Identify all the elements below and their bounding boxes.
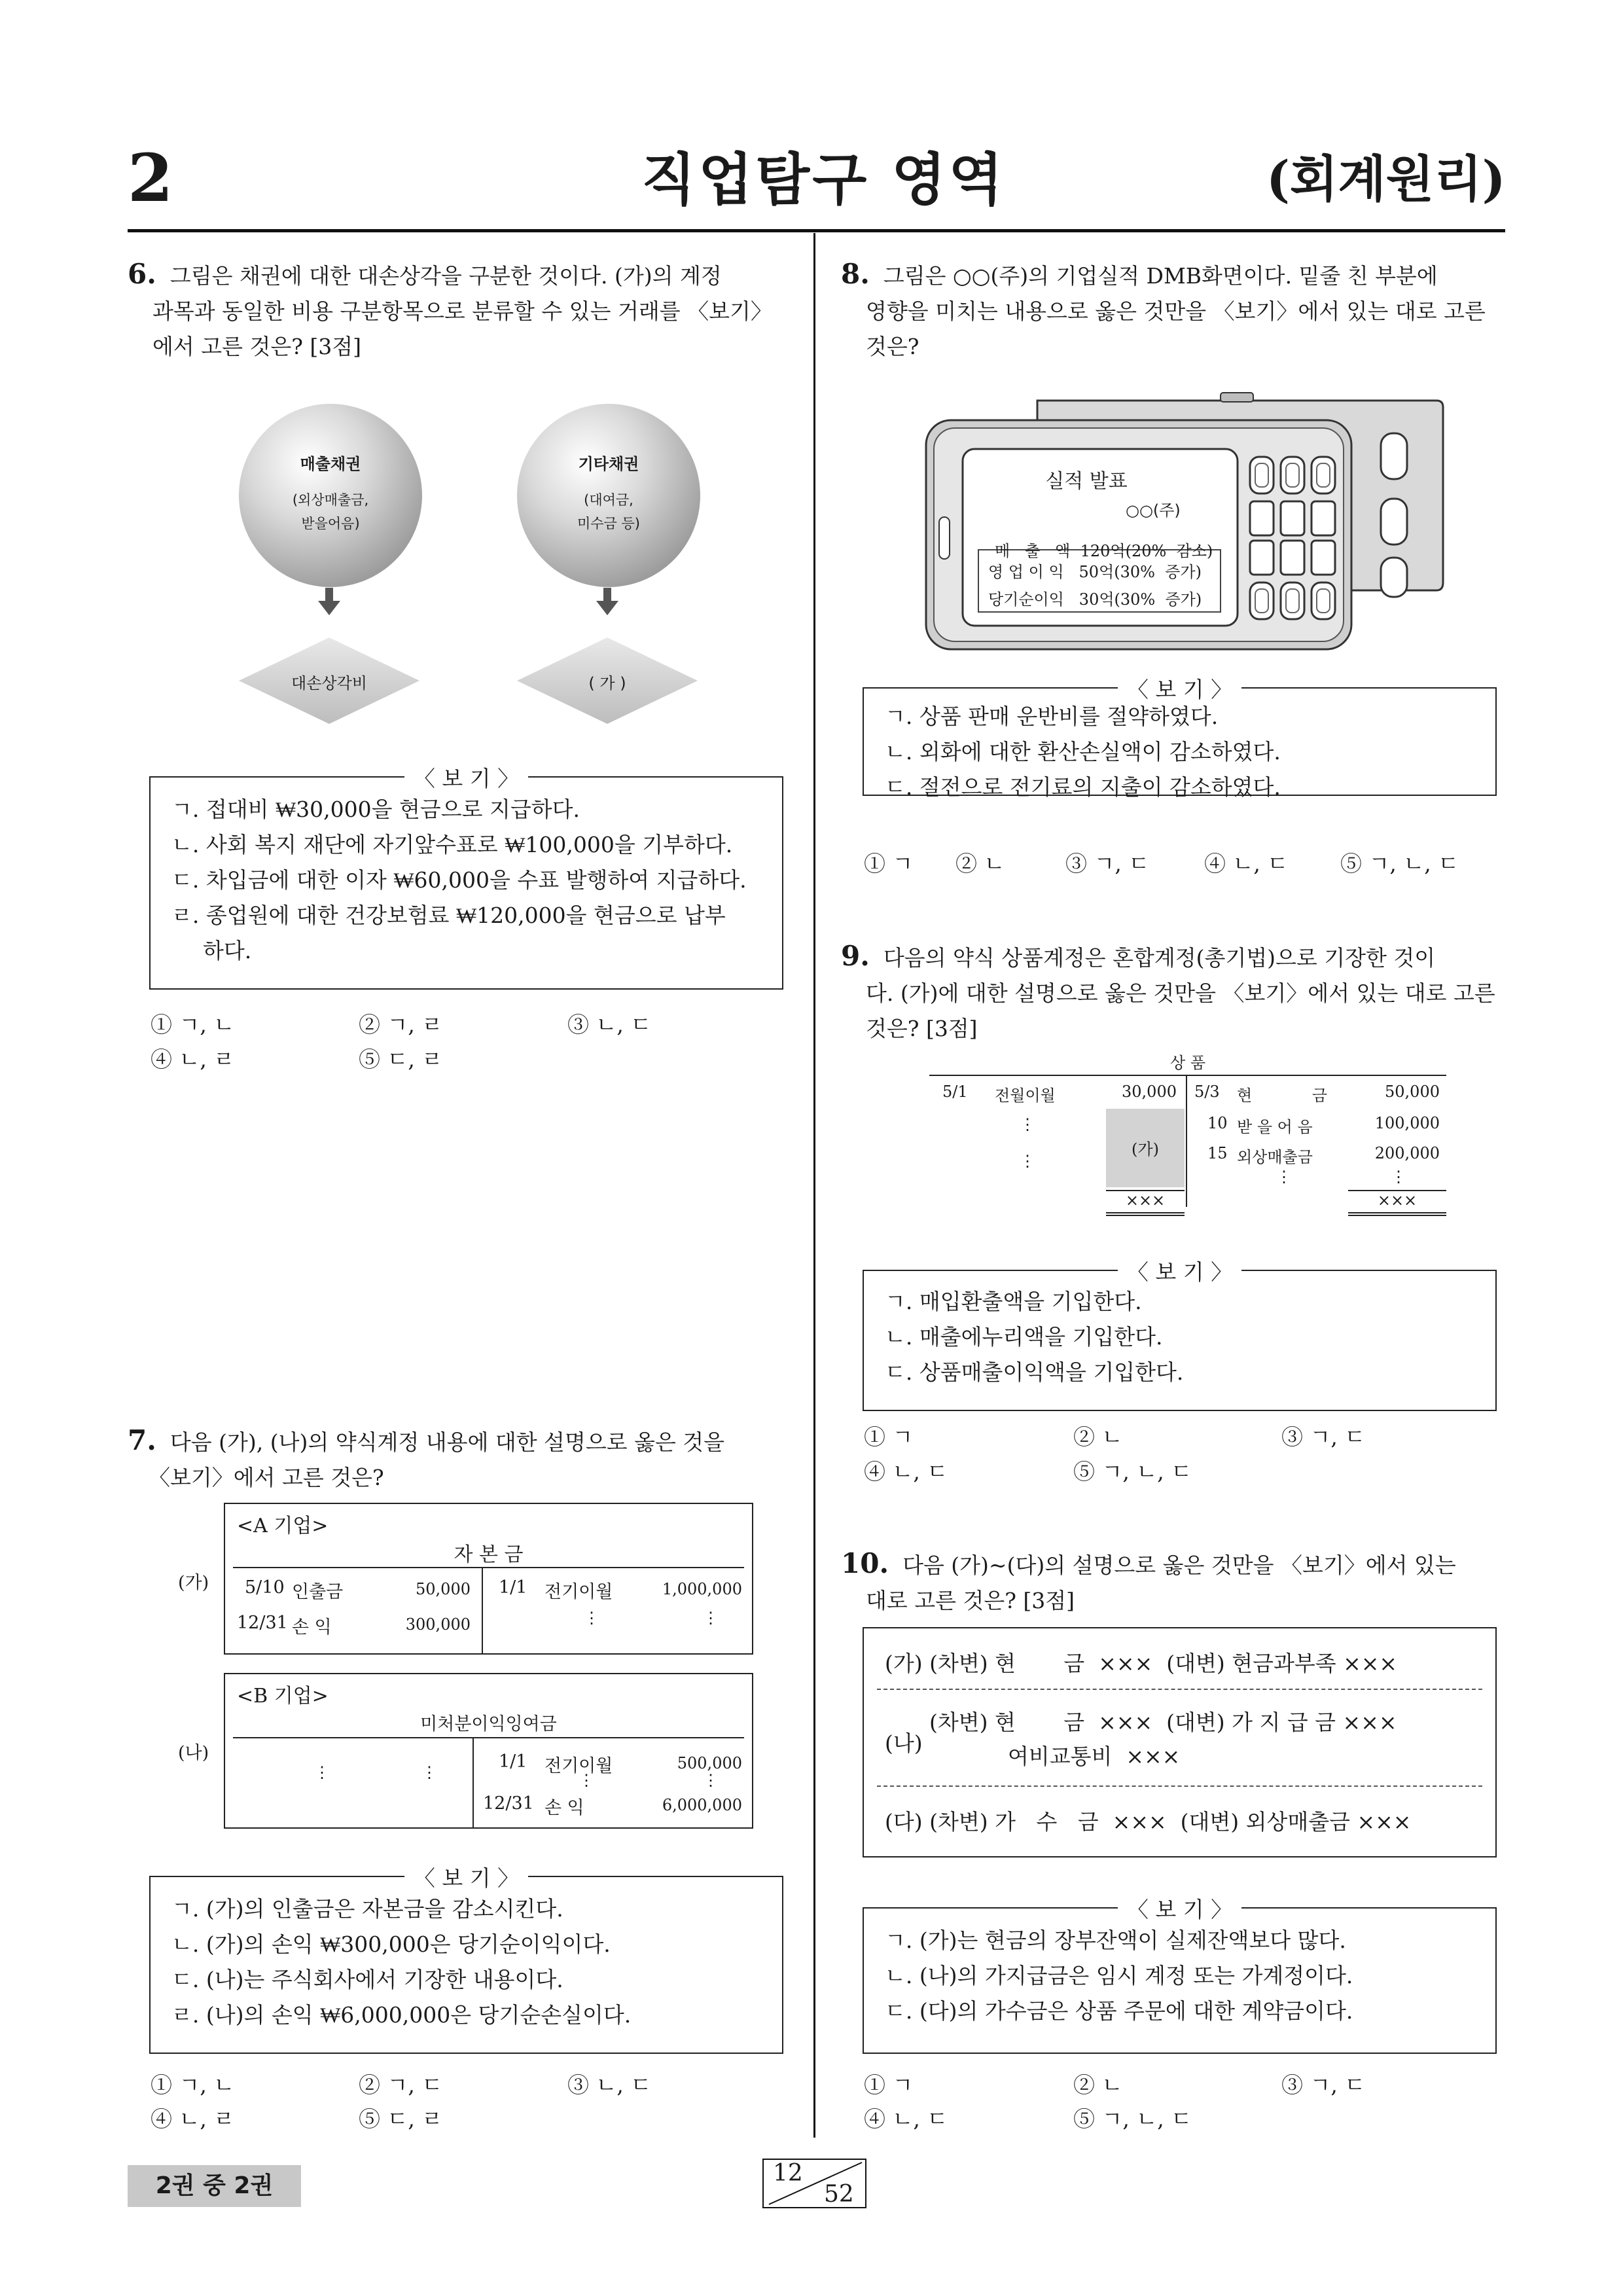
entry-date: 5/3 [1194, 1083, 1220, 1101]
down-arrow-icon [596, 588, 618, 615]
question-6-stem [128, 257, 789, 365]
down-arrow-icon [318, 588, 340, 615]
bogi-box-8 [863, 677, 1497, 800]
entry-date: 5/10 [245, 1577, 285, 1598]
bogi-item: ㄴ. 매출에누리액을 기입한다. [885, 1324, 1163, 1350]
t-account-top-rule [233, 1567, 744, 1568]
stem-line: 대로 고른 것은? [3점] [866, 1588, 1075, 1613]
dashed-divider [877, 1785, 1482, 1787]
choice-2[interactable]: ② ㄱ, ㄷ [359, 2072, 443, 2098]
sphere-title: 기타채권 [578, 455, 639, 473]
entry-date: 15 [1207, 1144, 1228, 1162]
choice-5[interactable]: ⑤ ㄱ, ㄴ, ㄷ [1073, 1459, 1192, 1484]
entry-item: 받 을 어 음 [1237, 1118, 1313, 1136]
choice-5[interactable]: ⑤ ㄱ, ㄴ, ㄷ [1340, 851, 1459, 876]
choice-3[interactable]: ③ ㄱ, ㄷ [1065, 851, 1150, 876]
entry-date: 12/31 [483, 1793, 534, 1814]
bogi-item: ㄱ. 상품 판매 운반비를 절약하였다. [885, 704, 1219, 729]
choice-3[interactable]: ③ ㄴ, ㄷ [567, 2072, 652, 2098]
journal-label-na: (나) [885, 1731, 923, 1756]
choice-1[interactable]: ① ㄱ, ㄴ [151, 1012, 235, 1037]
bogi-box-10 [863, 1897, 1497, 2054]
bogi-title: 〈 보 기 〉 [404, 766, 528, 791]
ellipsis: ⋮ [314, 1763, 330, 1782]
question-8-stem [841, 257, 1508, 365]
sphere-title: 매출채권 [300, 455, 361, 473]
entry-date: 5/1 [942, 1083, 968, 1101]
stem-line: 〈보기〉에서 고른 것은? [149, 1465, 384, 1490]
question-number: 10. [841, 1547, 889, 1579]
choice-2[interactable]: ② ㄴ [1073, 1424, 1123, 1450]
entry-amount: 100,000 [1374, 1114, 1440, 1132]
entry-date: 1/1 [499, 1577, 527, 1598]
journal-entry-ga: (가) (차변) 현 금 ××× (대변) 현금과부족 ××× [885, 1651, 1398, 1676]
stem-line: 다. (가)에 대한 설명으로 옳은 것만을 〈보기〉에서 있는 대로 고른 [866, 980, 1495, 1006]
bogi-item: ㄱ. (가)는 현금의 장부잔액이 실제잔액보다 많다. [885, 1928, 1346, 1953]
bogi-item: ㄴ. (나)의 가지급금은 임시 계정 또는 가계정이다. [885, 1963, 1353, 1988]
header-rule [128, 229, 1505, 232]
ledger-a-label: (가) [178, 1573, 209, 1593]
screen-company: ○○(주) [1126, 501, 1181, 520]
ellipsis: ⋮ [579, 1771, 594, 1789]
question-number: 7. [128, 1424, 156, 1456]
entry-amount: 200,000 [1374, 1144, 1440, 1162]
stem-line: 그림은 ○○(주)의 기업실적 DMB화면이다. 밑줄 친 부분에 [883, 263, 1438, 289]
entry-amount: 1,000,000 [662, 1580, 742, 1598]
total-double-rule [1106, 1215, 1185, 1216]
t-account-top-rule [233, 1737, 744, 1738]
entry-item: 외상매출금 [1237, 1148, 1313, 1166]
sphere-sub: 미수금 등) [577, 516, 640, 531]
question-number: 9. [841, 940, 870, 972]
stem-line: 다음 (가)~(다)의 설명으로 옳은 것만을 〈보기〉에서 있는 [902, 1552, 1456, 1578]
journal-entry-da: (다) (차변) 가 수 금 ××× (대변) 외상매출금 ××× [885, 1809, 1412, 1835]
screen-row-operating-income: 영 업 이 익 50억(30% 증가) [988, 563, 1202, 581]
ledger-b [224, 1673, 753, 1829]
stem-line: 영향을 미치는 내용으로 옳은 것만을 〈보기〉에서 있는 대로 고른 [866, 298, 1486, 324]
bogi-item: ㄴ. 사회 복지 재단에 자기앞수표로 ₩100,000을 기부하다. [171, 832, 733, 857]
diamond-label-bad-debt: 대손상각비 [291, 674, 367, 692]
ellipsis: ⋮ [421, 1763, 437, 1782]
stem-line: 에서 고른 것은? [3점] [152, 334, 362, 359]
entry-amount: 300,000 [405, 1615, 471, 1634]
choice-4[interactable]: ④ ㄴ, ㄹ [151, 1047, 235, 1072]
entry-item: 손 익 [292, 1617, 332, 1638]
total-double-rule [1348, 1212, 1446, 1213]
choice-5[interactable]: ⑤ ㄷ, ㄹ [359, 2106, 443, 2132]
bogi-item: ㄱ. 접대비 ₩30,000을 현금으로 지급하다. [171, 797, 580, 822]
choice-2[interactable]: ② ㄴ [1073, 2072, 1123, 2098]
screen-row-sales: 매 출 액 120억(20% 감소) [995, 542, 1213, 560]
ellipsis: ⋮ [584, 1609, 599, 1627]
bogi-item: ㄴ. (가)의 손익 ₩300,000은 당기순이익이다. [171, 1931, 611, 1957]
merchandise-ledger [929, 1047, 1446, 1224]
entry-amount: 50,000 [1385, 1083, 1440, 1101]
choice-3[interactable]: ③ ㄴ, ㄷ [567, 1012, 652, 1037]
bogi-item: ㄹ. (나)의 손익 ₩6,000,000은 당기순손실이다. [171, 2002, 632, 2028]
page-indicator [762, 2159, 866, 2208]
question-7-stem [128, 1423, 789, 1496]
choice-5[interactable]: ⑤ ㄷ, ㄹ [359, 1047, 443, 1072]
volume-label: 2권 중 2권 [128, 2165, 301, 2207]
choice-1[interactable]: ① ㄱ [864, 2072, 914, 2098]
choice-4[interactable]: ④ ㄴ, ㄷ [864, 1459, 948, 1484]
question-number: 8. [841, 258, 870, 290]
page-number: 2 [128, 139, 173, 217]
entry-date: 10 [1207, 1114, 1228, 1132]
sphere-trade-receivables [239, 404, 422, 587]
bogi-box-9 [863, 1259, 1497, 1411]
entry-item: 전월이월 [995, 1086, 1056, 1105]
bogi-item: ㄷ. (나)는 주식회사에서 기장한 내용이다. [171, 1967, 563, 1992]
dmb-device-illustration [919, 386, 1450, 661]
entry-amount: 30,000 [1122, 1083, 1177, 1101]
choice-1[interactable]: ① ㄱ [864, 851, 914, 876]
stem-line: 다음의 약식 상품계정은 혼합계정(총기법)으로 기장한 것이 [883, 945, 1436, 971]
entry-date: 12/31 [237, 1613, 288, 1633]
t-account-divider [482, 1568, 483, 1653]
company-label: <B 기업> [237, 1685, 329, 1708]
bogi-item: ㄷ. (다)의 가수금은 상품 주문에 대한 계약금이다. [885, 1998, 1353, 2024]
account-title: 미처분이익잉여금 [420, 1714, 557, 1734]
bogi-item: ㄱ. (가)의 인출금은 자본금을 감소시킨다. [171, 1896, 563, 1922]
entry-item: 현 금 [1237, 1086, 1327, 1105]
question-number: 6. [128, 258, 156, 290]
ledger-b-label: (나) [178, 1743, 209, 1763]
total-double-rule [1348, 1215, 1446, 1216]
choice-4[interactable]: ④ ㄴ, ㄷ [864, 2106, 948, 2132]
choice-5[interactable]: ⑤ ㄱ, ㄴ, ㄷ [1073, 2106, 1192, 2132]
current-page: 12 [773, 2160, 803, 2187]
choice-4[interactable]: ④ ㄴ, ㄷ [1204, 851, 1289, 876]
stem-line: 것은? [866, 334, 919, 359]
ellipsis: ⋮ [1020, 1115, 1035, 1134]
ellipsis: ⋮ [1391, 1168, 1406, 1186]
bogi-item: ㄱ. 매입환출액을 기입한다. [885, 1289, 1142, 1314]
t-account-divider [1186, 1076, 1187, 1207]
ga-blank-cell [1106, 1109, 1185, 1187]
stem-line: 그림은 채권에 대한 대손상각을 구분한 것이다. (가)의 계정 [169, 263, 722, 289]
journal-entry-na-line2: 여비교통비 ××× [1008, 1744, 1181, 1769]
total-amount: ××× [1125, 1191, 1166, 1210]
screen-row-net-income: 당기순이익 30억(30% 증가) [988, 590, 1202, 609]
stem-line: 것은? [3점] [866, 1016, 978, 1041]
bogi-item: ㄷ. 차입금에 대한 이자 ₩60,000을 수표 발행하여 지급하다. [171, 867, 747, 893]
bogi-item: ㄷ. 상품매출이익액을 기입한다. [885, 1359, 1184, 1385]
ellipsis: ⋮ [1276, 1168, 1292, 1186]
sphere-other-receivables [517, 404, 700, 587]
subject-title: (회계원리) [1266, 150, 1506, 208]
choice-3[interactable]: ③ ㄱ, ㄷ [1281, 1424, 1366, 1450]
question-9-stem [841, 939, 1508, 1047]
journal-entry-na-line1: (차변) 현 금 ××× (대변) 가 지 급 금 ××× [929, 1710, 1397, 1735]
account-title: 자 본 금 [454, 1543, 524, 1566]
choice-1[interactable]: ① ㄱ, ㄴ [151, 2072, 235, 2098]
diagram-arrows-diamonds [229, 583, 700, 753]
journal-box [863, 1627, 1497, 1857]
stem-line: 과목과 동일한 비용 구분항목으로 분류할 수 있는 거래를 〈보기〉 [152, 298, 772, 324]
bogi-box-7 [149, 1865, 783, 2054]
entry-item: 인출금 [292, 1582, 344, 1602]
entry-item: 전기이월 [544, 1756, 613, 1776]
entry-amount: 6,000,000 [662, 1796, 742, 1814]
sphere-sub: (외상매출금, [292, 492, 369, 508]
company-label: <A 기업> [237, 1515, 329, 1537]
entry-item: 전기이월 [544, 1582, 613, 1602]
question-10-stem [841, 1546, 1508, 1619]
screen-title: 실적 발표 [1045, 470, 1128, 493]
choice-1[interactable]: ① ㄱ [864, 1424, 914, 1450]
total-amount: ××× [1377, 1191, 1418, 1210]
entry-amount: 500,000 [677, 1754, 742, 1772]
bogi-item: ㄹ. 종업원에 대한 건강보험료 ₩120,000을 현금으로 납부 [171, 903, 726, 928]
ga-label: (가) [1132, 1140, 1159, 1158]
entry-amount: 50,000 [416, 1580, 471, 1598]
choice-2[interactable]: ② ㄴ [955, 851, 1005, 876]
bogi-box-6 [149, 766, 783, 990]
entry-item: 손 익 [544, 1798, 584, 1818]
total-double-rule [1106, 1212, 1185, 1213]
stem-line: 다음 (가), (나)의 약식계정 내용에 대한 설명으로 옳은 것을 [169, 1429, 725, 1455]
sphere-sub: (대여금, [584, 492, 633, 508]
diamond-label-ga: ( 가 ) [588, 674, 626, 692]
bogi-item: ㄷ. 절전으로 전기료의 지출이 감소하였다. [885, 774, 1281, 800]
ellipsis: ⋮ [703, 1609, 719, 1627]
bogi-item: ㄴ. 외화에 대한 환산손실액이 감소하였다. [885, 739, 1281, 764]
choice-4[interactable]: ④ ㄴ, ㄹ [151, 2106, 235, 2132]
bogi-title: 〈 보 기 〉 [404, 1865, 528, 1891]
bogi-title: 〈 보 기 〉 [1118, 1259, 1241, 1285]
bogi-item: 하다. [203, 938, 252, 963]
section-title: 직업탐구 영역 [641, 147, 1006, 213]
entry-date: 1/1 [499, 1751, 527, 1772]
ellipsis: ⋮ [1020, 1152, 1035, 1170]
dashed-divider [877, 1689, 1482, 1690]
account-title: 상 품 [1170, 1054, 1205, 1072]
choice-2[interactable]: ② ㄱ, ㄹ [359, 1012, 443, 1037]
total-pages: 52 [824, 2181, 854, 2208]
choice-3[interactable]: ③ ㄱ, ㄷ [1281, 2072, 1366, 2098]
column-divider [813, 233, 815, 2138]
t-account-top-rule [929, 1075, 1446, 1076]
ledger-a [224, 1503, 753, 1655]
sphere-sub: 받을어음) [301, 516, 360, 531]
ellipsis: ⋮ [703, 1771, 719, 1789]
bogi-title: 〈 보 기 〉 [1118, 1897, 1241, 1922]
t-account-divider [473, 1738, 474, 1827]
bogi-title: 〈 보 기 〉 [1118, 677, 1241, 702]
